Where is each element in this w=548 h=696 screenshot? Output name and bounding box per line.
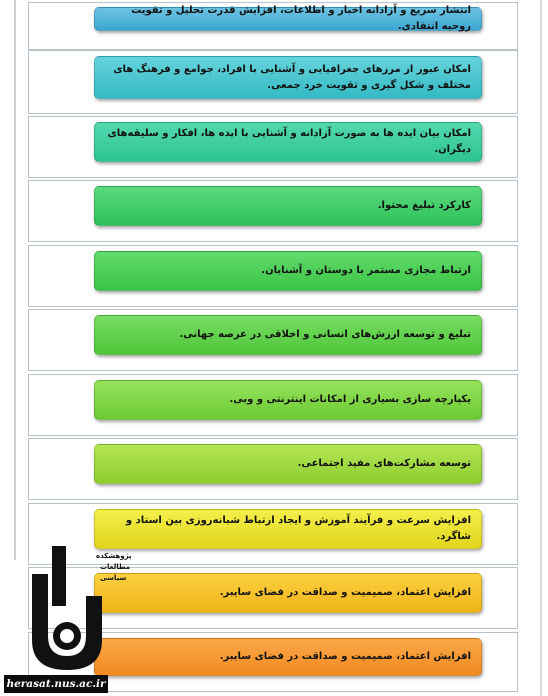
list-item-6 bbox=[94, 315, 482, 355]
list-item-text: افزایش اعتماد، صمیمیت و صداقت در فضای سایبر. bbox=[219, 587, 471, 598]
list-item-text: توسعه مشارکت‌های مفید اجتماعی. bbox=[297, 458, 471, 469]
list-item-text: ارتباط مجازی مستمر با دوستان و آشنایان. bbox=[261, 265, 471, 276]
list-item-text: کارکرد تبلیغ محتوا. bbox=[377, 200, 471, 211]
list-item-8 bbox=[94, 444, 482, 484]
watermark-url: herasat.nus.ac.ir bbox=[4, 675, 108, 693]
list-item-text: افزایش اعتماد، صمیمیت و صداقت در فضای سایبر. bbox=[219, 651, 471, 662]
logo-text-line-1: پژوهشکده bbox=[96, 552, 132, 560]
logo-text-line-3: سیاسی bbox=[100, 574, 127, 582]
list-item-text: امکان عبور از مرزهای جغرافیایی و آشنایی با افراد، جوامع و فرهنگ های مختلف و شکل گیری و تقویت خرد جمعی. bbox=[113, 63, 471, 91]
list-item-text: امکان بیان ایده ها به صورت آزادانه و آشنایی با ایده ها، افکار و سلیقه‌های دیگران. bbox=[107, 128, 471, 155]
list-item-3 bbox=[94, 122, 482, 162]
list-item-2 bbox=[94, 56, 482, 99]
logo-text-line-2: مطالعات bbox=[100, 563, 131, 571]
list-item-text: افزایش سرعت و فرآیند آموزش و ایجاد ارتباط شبانه‌روزی بین استاد و شاگرد. bbox=[125, 515, 471, 542]
list-item-1 bbox=[94, 7, 482, 31]
list-item-9 bbox=[94, 509, 482, 549]
institute-logo bbox=[30, 544, 132, 672]
list-item-5 bbox=[94, 251, 482, 291]
list-item-11 bbox=[94, 638, 482, 676]
left-border-line bbox=[14, 0, 16, 560]
right-border-line bbox=[540, 0, 542, 696]
list-item-7 bbox=[94, 380, 482, 420]
list-item-text: یکپارچه سازی بسیاری از امکانات اینترنتی و وبی. bbox=[229, 394, 471, 405]
list-item-10 bbox=[94, 573, 482, 613]
list-item-text: تبلیغ و توسعه ارزش‌های انسانی و اخلاقی در عرصه جهانی. bbox=[179, 329, 471, 340]
list-item-4 bbox=[94, 186, 482, 226]
list-item-text: انتشار سریع و آزادانه اخبار و اطلاعات، افزایش قدرت تحلیل و تقویت روحیه انتقادی. bbox=[131, 5, 471, 32]
